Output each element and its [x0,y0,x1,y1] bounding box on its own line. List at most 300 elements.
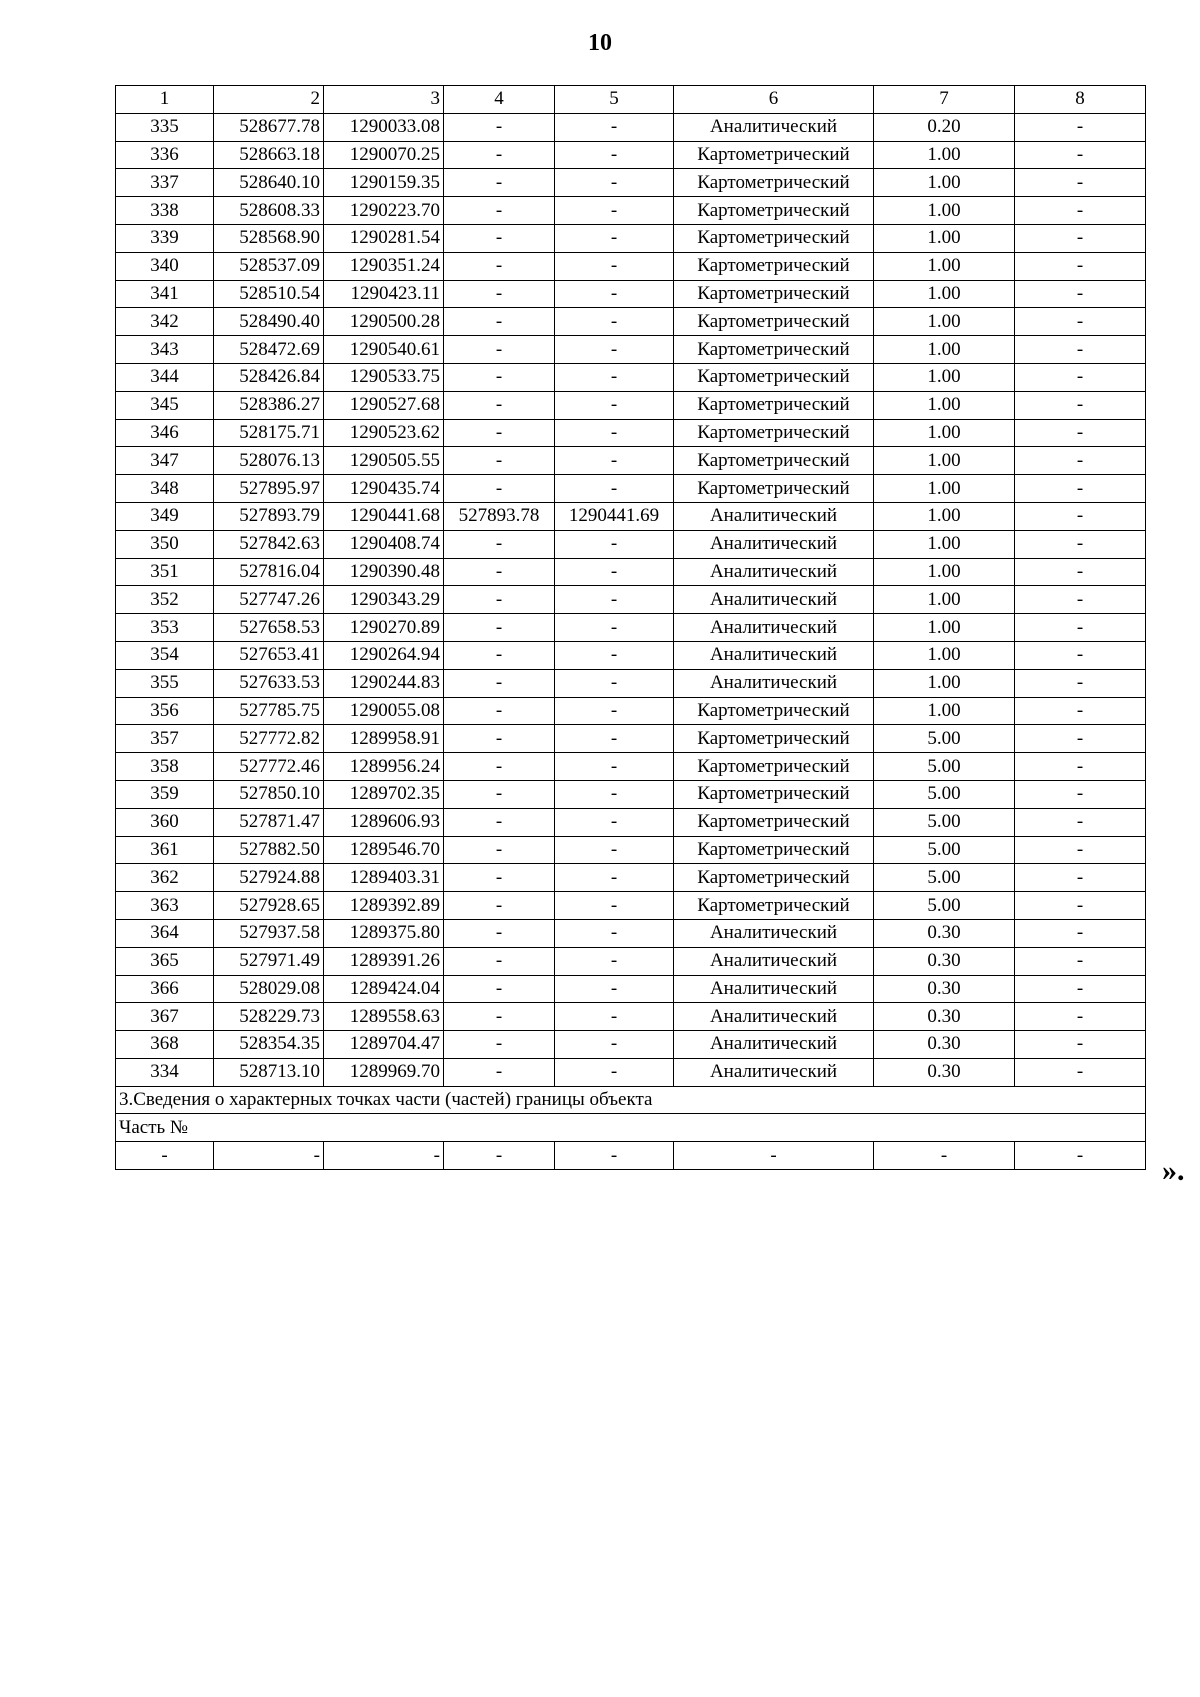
table-cell-col-6: Аналитический [674,586,874,614]
table-cell-col-1: 347 [116,447,214,475]
table-cell-col-3: 1290159.35 [324,169,444,197]
table-cell-col-8: - [1015,113,1146,141]
table-cell-col-2: 528029.08 [214,975,324,1003]
table-cell-col-6: Картометрический [674,252,874,280]
table-cell-col-8: - [1015,1003,1146,1031]
table-cell-col-6: Картометрический [674,808,874,836]
table-cell-col-4: - [444,224,555,252]
part-label-row [116,1114,1146,1142]
table-cell-col-7: 0.30 [874,1031,1015,1059]
table-cell-col-6: Картометрический [674,224,874,252]
table-cell-col-1: 339 [116,224,214,252]
table-cell-col-3: 1289546.70 [324,836,444,864]
table-row [116,391,1146,419]
table-cell-col-5: - [555,892,674,920]
table-cell-col-7: 1.00 [874,308,1015,336]
table-cell-col-8: - [1015,1058,1146,1086]
table-cell-col-3: 1290351.24 [324,252,444,280]
table-cell-col-6: Картометрический [674,197,874,225]
table-cell-col-8: - [1015,614,1146,642]
table-cell-col-6: Картометрический [674,697,874,725]
table-cell-col-7: 0.30 [874,1058,1015,1086]
header-cell-col-6: 6 [674,86,874,114]
table-cell-col-1: 349 [116,502,214,530]
table-cell-col-2: 527893.79 [214,502,324,530]
table-cell-col-3: 1290533.75 [324,363,444,391]
table-cell-col-4: - [444,919,555,947]
table-cell-col-4: - [444,586,555,614]
table-cell-col-4: - [444,141,555,169]
table-cell-col-2: 528640.10 [214,169,324,197]
table-cell-col-6: Картометрический [674,141,874,169]
table-cell-col-4: - [444,113,555,141]
table-cell-col-3: 1290070.25 [324,141,444,169]
table-cell-col-5: - [555,947,674,975]
table-cell-col-3: 1290423.11 [324,280,444,308]
table-cell-col-7: 1.00 [874,475,1015,503]
table-cell-col-2: 527785.75 [214,697,324,725]
table-cell-col-1: 338 [116,197,214,225]
table-cell-col-1: 356 [116,697,214,725]
table-cell-col-6: Картометрический [674,753,874,781]
table-cell-col-4: - [444,697,555,725]
table-cell-col-8: - [1015,892,1146,920]
table-cell-col-1: 346 [116,419,214,447]
page-number: 10 [588,30,612,56]
table-cell-col-3: 1290527.68 [324,391,444,419]
table-cell-col-7: 0.30 [874,1003,1015,1031]
empty-cell-col-2: - [214,1142,324,1170]
header-cell-col-1: 1 [116,86,214,114]
table-cell-col-6: Аналитический [674,614,874,642]
table-cell-col-5: - [555,530,674,558]
table-cell-col-1: 358 [116,753,214,781]
table-cell-col-5: - [555,864,674,892]
table-cell-col-1: 360 [116,808,214,836]
table-cell-col-4: - [444,725,555,753]
table-cell-col-5: - [555,113,674,141]
table-cell-col-5: - [555,391,674,419]
table-cell-col-1: 351 [116,558,214,586]
table-cell-col-6: Картометрический [674,280,874,308]
table-cell-col-1: 340 [116,252,214,280]
table-cell-col-2: 528229.73 [214,1003,324,1031]
table-cell-col-2: 527816.04 [214,558,324,586]
table-cell-col-5: - [555,141,674,169]
empty-cell-col-1: - [116,1142,214,1170]
table-cell-col-8: - [1015,169,1146,197]
table-cell-col-5: - [555,447,674,475]
table-cell-col-3: 1290033.08 [324,113,444,141]
table-cell-col-7: 1.00 [874,336,1015,364]
table-cell-col-6: Картометрический [674,780,874,808]
table-cell-col-1: 343 [116,336,214,364]
table-cell-col-7: 1.00 [874,558,1015,586]
table-cell-col-6: Картометрический [674,308,874,336]
table-row [116,502,1146,530]
table-cell-col-3: 1290408.74 [324,530,444,558]
table-cell-col-3: 1289392.89 [324,892,444,920]
table-cell-col-6: Аналитический [674,530,874,558]
table-cell-col-7: 1.00 [874,614,1015,642]
table-cell-col-6: Аналитический [674,558,874,586]
table-cell-col-1: 359 [116,780,214,808]
table-cell-col-7: 1.00 [874,586,1015,614]
table-cell-col-4: - [444,1031,555,1059]
table-cell-col-5: - [555,197,674,225]
table-cell-col-2: 527842.63 [214,530,324,558]
table-cell-col-7: 1.00 [874,169,1015,197]
table-row [116,530,1146,558]
table-cell-col-4: - [444,975,555,1003]
table-cell-col-6: Аналитический [674,113,874,141]
table-cell-col-2: 528175.71 [214,419,324,447]
table-cell-col-5: - [555,780,674,808]
table-cell-col-2: 528608.33 [214,197,324,225]
table-cell-col-5: - [555,919,674,947]
table-cell-col-5: - [555,280,674,308]
table-cell-col-7: 1.00 [874,641,1015,669]
table-cell-col-7: 1.00 [874,252,1015,280]
empty-part-row [116,1142,1146,1170]
table-cell-col-7: 1.00 [874,697,1015,725]
table-cell-col-8: - [1015,530,1146,558]
table-cell-col-8: - [1015,363,1146,391]
table-cell-col-6: Картометрический [674,447,874,475]
table-cell-col-8: - [1015,447,1146,475]
table-cell-col-8: - [1015,780,1146,808]
table-cell-col-6: Картометрический [674,892,874,920]
table-row [116,169,1146,197]
table-cell-col-2: 528426.84 [214,363,324,391]
table-cell-col-7: 0.30 [874,919,1015,947]
table-cell-col-8: - [1015,252,1146,280]
table-row [116,1003,1146,1031]
table-cell-col-4: - [444,252,555,280]
table-cell-col-4: 527893.78 [444,502,555,530]
table-cell-col-2: 527772.46 [214,753,324,781]
table-cell-col-1: 353 [116,614,214,642]
table-cell-col-2: 528663.18 [214,141,324,169]
table-cell-col-5: - [555,725,674,753]
table-cell-col-3: 1290505.55 [324,447,444,475]
table-cell-col-4: - [444,336,555,364]
table-cell-col-7: 1.00 [874,502,1015,530]
table-cell-col-3: 1289704.47 [324,1031,444,1059]
header-cell-col-8: 8 [1015,86,1146,114]
table-cell-col-5: - [555,363,674,391]
table-cell-col-6: Аналитический [674,641,874,669]
table-row [116,141,1146,169]
table-cell-col-3: 1290540.61 [324,336,444,364]
table-cell-col-3: 1290264.94 [324,641,444,669]
table-cell-col-3: 1290441.68 [324,502,444,530]
table-cell-col-8: - [1015,725,1146,753]
table-cell-col-7: 0.30 [874,975,1015,1003]
table-cell-col-2: 527653.41 [214,641,324,669]
table-cell-col-5: - [555,475,674,503]
table-cell-col-1: 352 [116,586,214,614]
table-cell-col-6: Аналитический [674,1058,874,1086]
table-cell-col-6: Аналитический [674,502,874,530]
table-cell-col-4: - [444,641,555,669]
table-row [116,558,1146,586]
table-cell-col-8: - [1015,280,1146,308]
table-row [116,363,1146,391]
table-cell-col-8: - [1015,975,1146,1003]
table-cell-col-7: 1.00 [874,447,1015,475]
table-cell-col-5: - [555,641,674,669]
table-cell-col-7: 5.00 [874,864,1015,892]
table-cell-col-4: - [444,753,555,781]
part-label: Часть № [116,1114,1146,1142]
table-cell-col-4: - [444,558,555,586]
table-cell-col-6: Картометрический [674,363,874,391]
empty-cell-col-6: - [674,1142,874,1170]
table-cell-col-2: 527871.47 [214,808,324,836]
table-cell-col-4: - [444,947,555,975]
table-cell-col-6: Картометрический [674,336,874,364]
table-cell-col-1: 336 [116,141,214,169]
empty-cell-col-7: - [874,1142,1015,1170]
empty-cell-col-8: - [1015,1142,1146,1170]
table-cell-col-2: 527928.65 [214,892,324,920]
table-row [116,669,1146,697]
table-cell-col-2: 528490.40 [214,308,324,336]
table-cell-col-6: Аналитический [674,947,874,975]
table-cell-col-1: 334 [116,1058,214,1086]
coordinates-table [115,85,1146,1170]
table-cell-col-8: - [1015,697,1146,725]
table-row [116,224,1146,252]
table-cell-col-2: 527772.82 [214,725,324,753]
table-cell-col-1: 366 [116,975,214,1003]
table-row [116,975,1146,1003]
table-cell-col-2: 527633.53 [214,669,324,697]
header-cell-col-7: 7 [874,86,1015,114]
table-cell-col-3: 1290244.83 [324,669,444,697]
table-row [116,308,1146,336]
table-row [116,919,1146,947]
table-cell-col-6: Картометрический [674,475,874,503]
table-cell-col-5: - [555,308,674,336]
table-cell-col-4: - [444,1003,555,1031]
table-cell-col-5: - [555,836,674,864]
table-cell-col-7: 5.00 [874,892,1015,920]
table-cell-col-5: - [555,336,674,364]
table-cell-col-5: 1290441.69 [555,502,674,530]
table-cell-col-1: 337 [116,169,214,197]
table-cell-col-8: - [1015,836,1146,864]
table-cell-col-1: 357 [116,725,214,753]
table-cell-col-7: 5.00 [874,836,1015,864]
table-cell-col-4: - [444,169,555,197]
table-cell-col-7: 5.00 [874,808,1015,836]
table-cell-col-7: 0.20 [874,113,1015,141]
table-cell-col-6: Картометрический [674,419,874,447]
table-cell-col-3: 1289403.31 [324,864,444,892]
table-cell-col-7: 5.00 [874,753,1015,781]
table-cell-col-2: 528510.54 [214,280,324,308]
table-cell-col-2: 528568.90 [214,224,324,252]
table-cell-col-8: - [1015,224,1146,252]
table-row [116,780,1146,808]
table-cell-col-6: Картометрический [674,864,874,892]
table-cell-col-2: 528076.13 [214,447,324,475]
table-cell-col-7: 1.00 [874,669,1015,697]
table-cell-col-3: 1290343.29 [324,586,444,614]
table-row [116,419,1146,447]
table-cell-col-8: - [1015,502,1146,530]
table-cell-col-8: - [1015,336,1146,364]
table-row [116,641,1146,669]
table-cell-col-8: - [1015,141,1146,169]
table-row [116,197,1146,225]
table-cell-col-8: - [1015,1031,1146,1059]
table-cell-col-8: - [1015,641,1146,669]
table-cell-col-8: - [1015,419,1146,447]
header-cell-col-3: 3 [324,86,444,114]
table-row [116,947,1146,975]
table-cell-col-1: 368 [116,1031,214,1059]
table-cell-col-8: - [1015,864,1146,892]
table-cell-col-5: - [555,808,674,836]
table-row [116,586,1146,614]
table-cell-col-6: Аналитический [674,669,874,697]
table-cell-col-1: 363 [116,892,214,920]
table-cell-col-5: - [555,669,674,697]
table-cell-col-6: Картометрический [674,836,874,864]
table-cell-col-4: - [444,475,555,503]
header-row [116,86,1146,114]
table-cell-col-8: - [1015,947,1146,975]
table-cell-col-6: Картометрический [674,725,874,753]
header-cell-col-5: 5 [555,86,674,114]
table-cell-col-7: 5.00 [874,725,1015,753]
table-cell-col-2: 528472.69 [214,336,324,364]
table-cell-col-4: - [444,447,555,475]
table-cell-col-7: 1.00 [874,197,1015,225]
table-cell-col-2: 528354.35 [214,1031,324,1059]
table-cell-col-4: - [444,308,555,336]
table-cell-col-7: 5.00 [874,780,1015,808]
table-cell-col-3: 1290500.28 [324,308,444,336]
table-cell-col-3: 1290055.08 [324,697,444,725]
table-row [116,725,1146,753]
table-cell-col-7: 1.00 [874,280,1015,308]
empty-cell-col-4: - [444,1142,555,1170]
table-row [116,836,1146,864]
table-cell-col-5: - [555,252,674,280]
table-row [116,892,1146,920]
table-cell-col-1: 355 [116,669,214,697]
table-cell-col-3: 1290223.70 [324,197,444,225]
table-cell-col-2: 527971.49 [214,947,324,975]
table-cell-col-8: - [1015,558,1146,586]
table-cell-col-7: 1.00 [874,141,1015,169]
table-cell-col-4: - [444,1058,555,1086]
table-cell-col-7: 1.00 [874,224,1015,252]
table-cell-col-2: 528677.78 [214,113,324,141]
table-cell-col-5: - [555,1031,674,1059]
table-cell-col-2: 527658.53 [214,614,324,642]
table-cell-col-1: 341 [116,280,214,308]
table-row [116,614,1146,642]
table-cell-col-5: - [555,169,674,197]
table-cell-col-4: - [444,669,555,697]
table-cell-col-3: 1289558.63 [324,1003,444,1031]
table-cell-col-6: Картометрический [674,169,874,197]
empty-cell-col-3: - [324,1142,444,1170]
table-cell-col-2: 527924.88 [214,864,324,892]
table-cell-col-7: 1.00 [874,419,1015,447]
table-cell-col-3: 1290435.74 [324,475,444,503]
table-cell-col-1: 354 [116,641,214,669]
table-cell-col-1: 367 [116,1003,214,1031]
table-cell-col-3: 1289956.24 [324,753,444,781]
table-cell-col-3: 1289391.26 [324,947,444,975]
table-cell-col-4: - [444,419,555,447]
table-cell-col-8: - [1015,808,1146,836]
table-cell-col-2: 527850.10 [214,780,324,808]
table-cell-col-1: 335 [116,113,214,141]
table-cell-col-8: - [1015,308,1146,336]
table-cell-col-8: - [1015,475,1146,503]
table-row [116,864,1146,892]
table-cell-col-5: - [555,1058,674,1086]
table-cell-col-3: 1290523.62 [324,419,444,447]
table-cell-col-8: - [1015,753,1146,781]
table-cell-col-1: 350 [116,530,214,558]
table-cell-col-1: 344 [116,363,214,391]
table-cell-col-7: 0.30 [874,947,1015,975]
table-body [116,86,1146,1170]
table-cell-col-5: - [555,614,674,642]
table-cell-col-1: 345 [116,391,214,419]
table-cell-col-5: - [555,1003,674,1031]
table-cell-col-2: 527937.58 [214,919,324,947]
table-cell-col-5: - [555,419,674,447]
table-cell-col-4: - [444,363,555,391]
table-cell-col-5: - [555,975,674,1003]
header-cell-col-4: 4 [444,86,555,114]
table-cell-col-6: Картометрический [674,391,874,419]
section-title-row [116,1086,1146,1114]
table-cell-col-4: - [444,864,555,892]
table-cell-col-6: Аналитический [674,975,874,1003]
header-cell-col-2: 2 [214,86,324,114]
table-cell-col-8: - [1015,669,1146,697]
table-cell-col-3: 1290281.54 [324,224,444,252]
empty-cell-col-5: - [555,1142,674,1170]
table-cell-col-5: - [555,697,674,725]
table-cell-col-1: 348 [116,475,214,503]
table-cell-col-8: - [1015,391,1146,419]
table-cell-col-4: - [444,836,555,864]
table-cell-col-2: 528713.10 [214,1058,324,1086]
table-row [116,252,1146,280]
table-cell-col-6: Аналитический [674,919,874,947]
table-cell-col-3: 1289375.80 [324,919,444,947]
table-row [116,808,1146,836]
table-row [116,1058,1146,1086]
table-cell-col-4: - [444,197,555,225]
table-cell-col-5: - [555,586,674,614]
table-cell-col-2: 527747.26 [214,586,324,614]
table-cell-col-2: 527895.97 [214,475,324,503]
table-cell-col-8: - [1015,586,1146,614]
table-cell-col-7: 1.00 [874,363,1015,391]
